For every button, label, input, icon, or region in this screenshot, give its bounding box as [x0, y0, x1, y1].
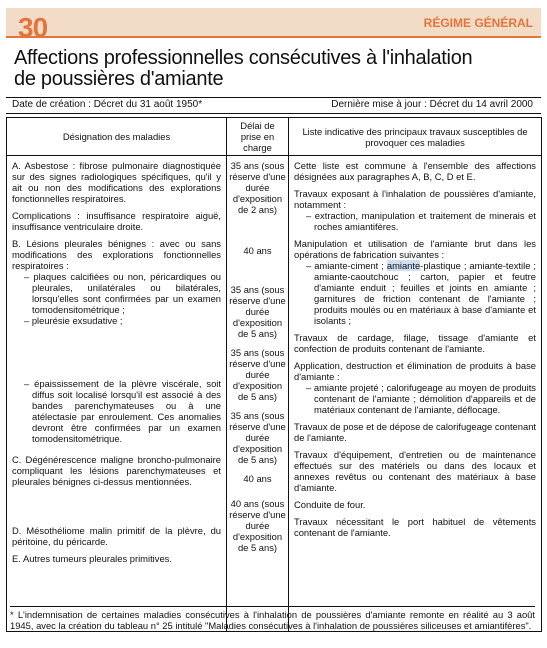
column-header-diseases: Désignation des maladies [7, 118, 227, 156]
dates-bar [6, 97, 541, 114]
delay-b1: 40 ans [243, 245, 272, 256]
works-fabrication-pre: – amiante-ciment ; [306, 260, 387, 271]
works-four: Conduite de four. [294, 499, 366, 510]
table-row [7, 156, 542, 632]
column-header-works: Liste indicative des principaux travaux susceptibles de provoquer ces maladies [289, 118, 542, 156]
page-title [14, 48, 534, 90]
works-fabrication-post: -plastique ; amiante-textile ; amiante-caoutchouc ; carton, papier et feutre d'amiante enduit ; feuilles et joints en amiante ; garnitures de friction contenant de l'amiante ; produits moulés ou en matériaux à base d'amiante et isolants ; [314, 260, 536, 326]
disease-b2: – pleurésie exsudative ; [24, 315, 123, 326]
delay-b2: 35 ans (sous réserve d'une durée d'exposition de 5 ans) [229, 284, 286, 339]
footnote: * L'indemnisation de certaines maladies consécutives à l'inhalation de poussières d'amiante remonte en réalité au 3 août 1945, avec la création du tableau n° 25 intitulé "Maladies consécutives à l'inhalation de poussières siliceuses et amiantifères". [10, 606, 535, 631]
table-number: 30 [18, 12, 48, 43]
disease-b1: – plaques calcifiées ou non, péricardiques ou pleurales, unilatérales ou bilatérales, lorsqu'elles sont confirmées par un examen tomodensitométrique ; [24, 271, 221, 315]
disease-e: E. Autres tumeurs pleurales primitives. [12, 553, 172, 564]
delay-c: 35 ans (sous réserve d'une durée d'exposition de 5 ans) [229, 410, 286, 465]
works-cardage: Travaux de cardage, filage, tissage d'amiante et confection de produits contenant de l'amiante. [294, 332, 536, 354]
works-maintenance: Travaux d'équipement, d'entretien ou de maintenance effectués sur des matériels ou dans des locaux et annexes revêtus ou contenant des matériaux à base d'amiante. [294, 449, 536, 493]
disease-a-complications: Complications : insuffisance respiratoire aiguë, insuffisance ventriculaire droite. [12, 210, 221, 232]
diseases-cell [7, 156, 227, 632]
delay-d: 40 ans [243, 473, 272, 484]
works-manipulation: Manipulation et utilisation de l'amiante brut dans les opérations de fabrication suivantes : [294, 238, 536, 260]
delays-cell [227, 156, 289, 632]
title-line-2: de poussières d'amiante [14, 68, 224, 90]
disease-b: B. Lésions pleurales bénignes : avec ou sans modifications des explorations fonctionnelles respiratoires : [12, 238, 221, 271]
works-vetements: Travaux nécessitant le port habituel de vêtements contenant de l'amiante. [294, 516, 536, 538]
works-intro: Cette liste est commune à l'ensemble des affections désignées aux paragraphes A, B, C, D et E. [294, 160, 536, 182]
delay-e: 40 ans (sous réserve d'une durée d'exposition de 5 ans) [229, 498, 286, 553]
works-application: Application, destruction et élimination de produits à base d'amiante : [294, 360, 536, 382]
column-header-delay: Délai de prise en charge [227, 118, 289, 156]
disease-b3: – épaississement de la plèvre viscérale, soit diffus soit localisé lorsqu'il est associé à des bandes parenchymateuses ou à une atélectasie par enroulement. Ces anomalies devront être confirmées par un examen tomodensitométrique. [24, 378, 221, 444]
table-header-row [7, 118, 542, 156]
disease-a: A. Asbestose : fibrose pulmonaire diagnostiquée sur des signes radiologiques spécifiques, qu'il y ait ou non des modifications des explorations fonctionnelles respiratoires. [12, 160, 221, 204]
header-band [6, 8, 541, 43]
works-application-list: – amiante projeté ; calorifugeage au moyen de produits contenant de l'amiante ; démolition d'appareils et de matériaux contenant de l'amiante, déflocage. [306, 382, 536, 415]
delay-b3: 35 ans (sous réserve d'une durée d'exposition de 5 ans) [229, 347, 286, 402]
update-date: Dernière mise à jour : Décret du 14 avril 2000 [331, 99, 533, 110]
diseases-table [6, 117, 542, 632]
delay-a: 35 ans (sous réserve d'une durée d'exposition de 2 ans) [229, 160, 286, 215]
works-extraction: – extraction, manipulation et traitement de minerais et roches amiantifères. [306, 210, 536, 232]
works-calorifugeage: Travaux de pose et de dépose de calorifugeage contenant de l'amiante. [294, 421, 537, 443]
title-line-1: Affections professionnelles consécutives à l'inhalation [14, 47, 473, 69]
works-exposure: Travaux exposant à l'inhalation de poussières d'amiante, notamment : [294, 188, 536, 210]
disease-c: C. Dégénérescence maligne broncho-pulmonaire compliquant les lésions parenchymateuses et pleurales bénignes ci-dessus mentionnées. [12, 454, 221, 487]
disease-d: D. Mésothéliome malin primitif de la plèvre, du péritoine, du péricarde. [12, 525, 221, 547]
highlighted-word: amiante [386, 260, 421, 271]
works-cell [289, 156, 542, 632]
regime-label: RÉGIME GÉNÉRAL [423, 16, 533, 30]
works-fabrication [300, 260, 536, 326]
creation-date: Date de création : Décret du 31 août 1950* [12, 99, 203, 110]
